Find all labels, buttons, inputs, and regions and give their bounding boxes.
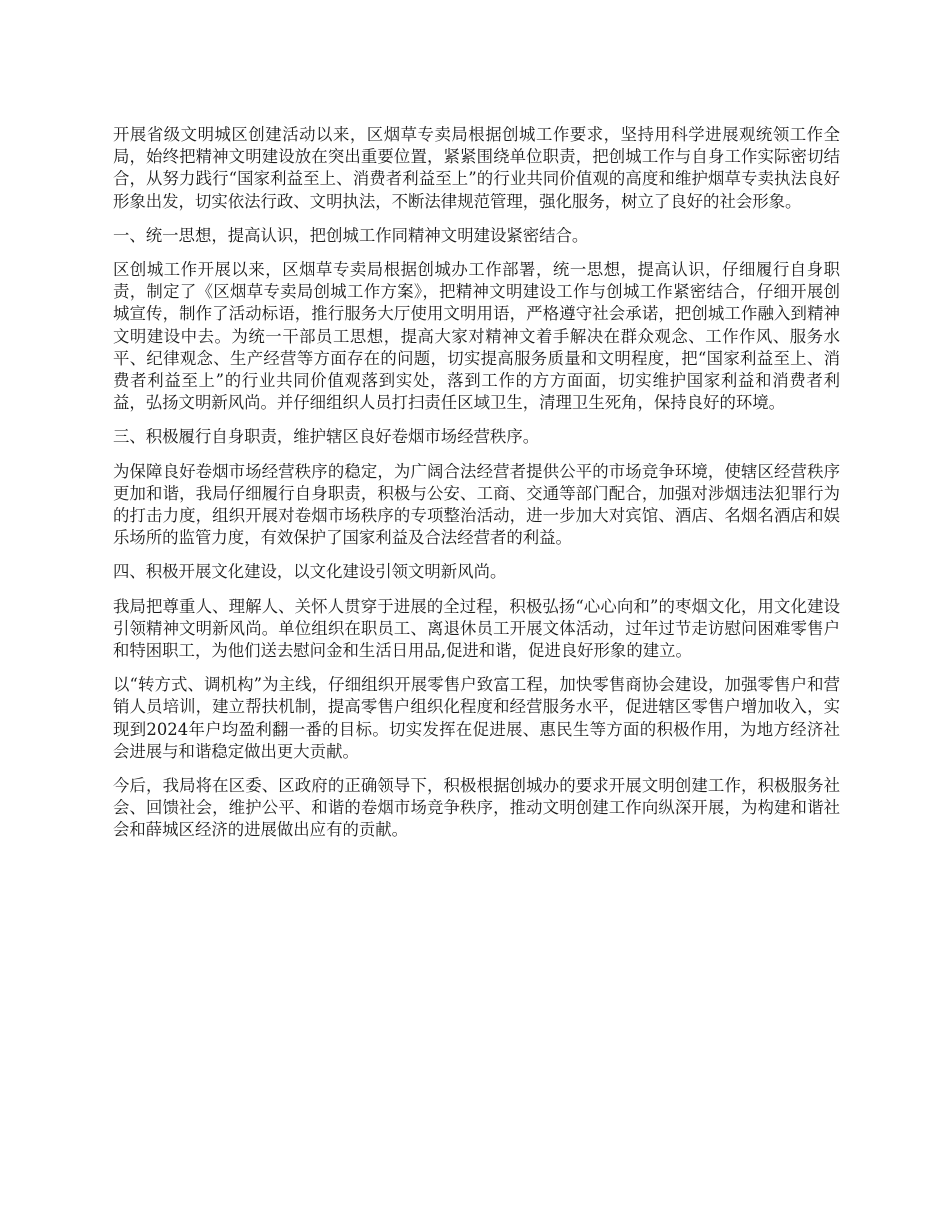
section-heading-4: 四、积极开展文化建设，以文化建设引领文明新风尚。 bbox=[113, 562, 507, 582]
document-body bbox=[113, 124, 840, 854]
section-1-paragraph: 区创城工作开展以来，区烟草专卖局根据创城办工作部署，统一思想，提高认识，仔细履行自身职责，制定了《区烟草专卖局创城工作方案》，把精神文明建设工作与创城工作紧密结合，仔细开展创城宣传，制作了活动标语，推行服务大厅使用文明用语，严格遵守社会承诺，把创城工作融入到精神文明建设中去。为统一干部员工思想，提高大家对精神文着手解决在群众观念、工作作风、服务水平、纪律观念、生产经营等方面存在的问题，切实提高服务质量和文明程度，把“国家利益至上、消费者利益至上”的行业共同价值观落到实处，落到工作的方方面面，切实维护国家利益和消费者利益，弘扬文明新风尚。并仔细组织人员打扫责任区域卫生，清理卫生死角，保持良好的环境。 bbox=[113, 260, 840, 413]
section-heading-1: 一、统一思想，提高认识，把创城工作同精神文明建设紧密结合。 bbox=[113, 225, 589, 245]
section-4-paragraph-2: 以“转方式、调机构”为主线，仔细组织开展零售户致富工程，加快零售商协会建设，加强零售户和营销人员培训，建立帮扶机制，提高零售户组织化程度和经营服务水平，促进辖区零售户增加收入，实现到2024年户均盈利翻一番的目标。切实发挥在促进展、惠民生等方面的积极作用，为地方经济社会进展与和谐稳定做出更大贡献。 bbox=[113, 675, 840, 761]
section-4-paragraph-1: 我局把尊重人、理解人、关怀人贯穿于进展的全过程，积极弘扬“心心向和”的枣烟文化，用文化建设引领精神文明新风尚。单位组织在职员工、离退休员工开展文体活动，过年过节走访慰问困难零售户和特困职工，为他们送去慰问金和生活日用品,促进和谐，促进良好形象的建立。 bbox=[113, 596, 840, 661]
intro-paragraph: 开展省级文明城区创建活动以来，区烟草专卖局根据创城工作要求，坚持用科学进展观统领工作全局，始终把精神文明建设放在突出重要位置，紧紧围绕单位职责，把创城工作与自身工作实际密切结合，从努力践行“国家利益至上、消费者利益至上”的行业共同价值观的高度和维护烟草专卖执法良好形象出发，切实依法行政、文明执法，不断法律规范管理，强化服务，树立了良好的社会形象。 bbox=[113, 125, 840, 211]
section-3-paragraph: 为保障良好卷烟市场经营秩序的稳定，为广阔合法经营者提供公平的市场竞争环境，使辖区经营秩序更加和谐，我局仔细履行自身职责，积极与公安、工商、交通等部门配合，加强对涉烟违法犯罪行为的打击力度，组织开展对卷烟市场秩序的专项整治活动，进一步加大对宾馆、酒店、名烟名酒店和娱乐场所的监管力度，有效保护了国家利益及合法经营者的利益。 bbox=[113, 461, 840, 548]
closing-paragraph: 今后，我局将在区委、区政府的正确领导下，积极根据创城办的要求开展文明创建工作，积极服务社会、回馈社会，维护公平、和谐的卷烟市场竞争秩序，推动文明创建工作向纵深开展，为构建和谐社会和薛城区经济的进展做出应有的贡献。 bbox=[113, 776, 840, 840]
section-heading-3: 三、积极履行自身职责，维护辖区良好卷烟市场经营秩序。 bbox=[113, 427, 540, 447]
